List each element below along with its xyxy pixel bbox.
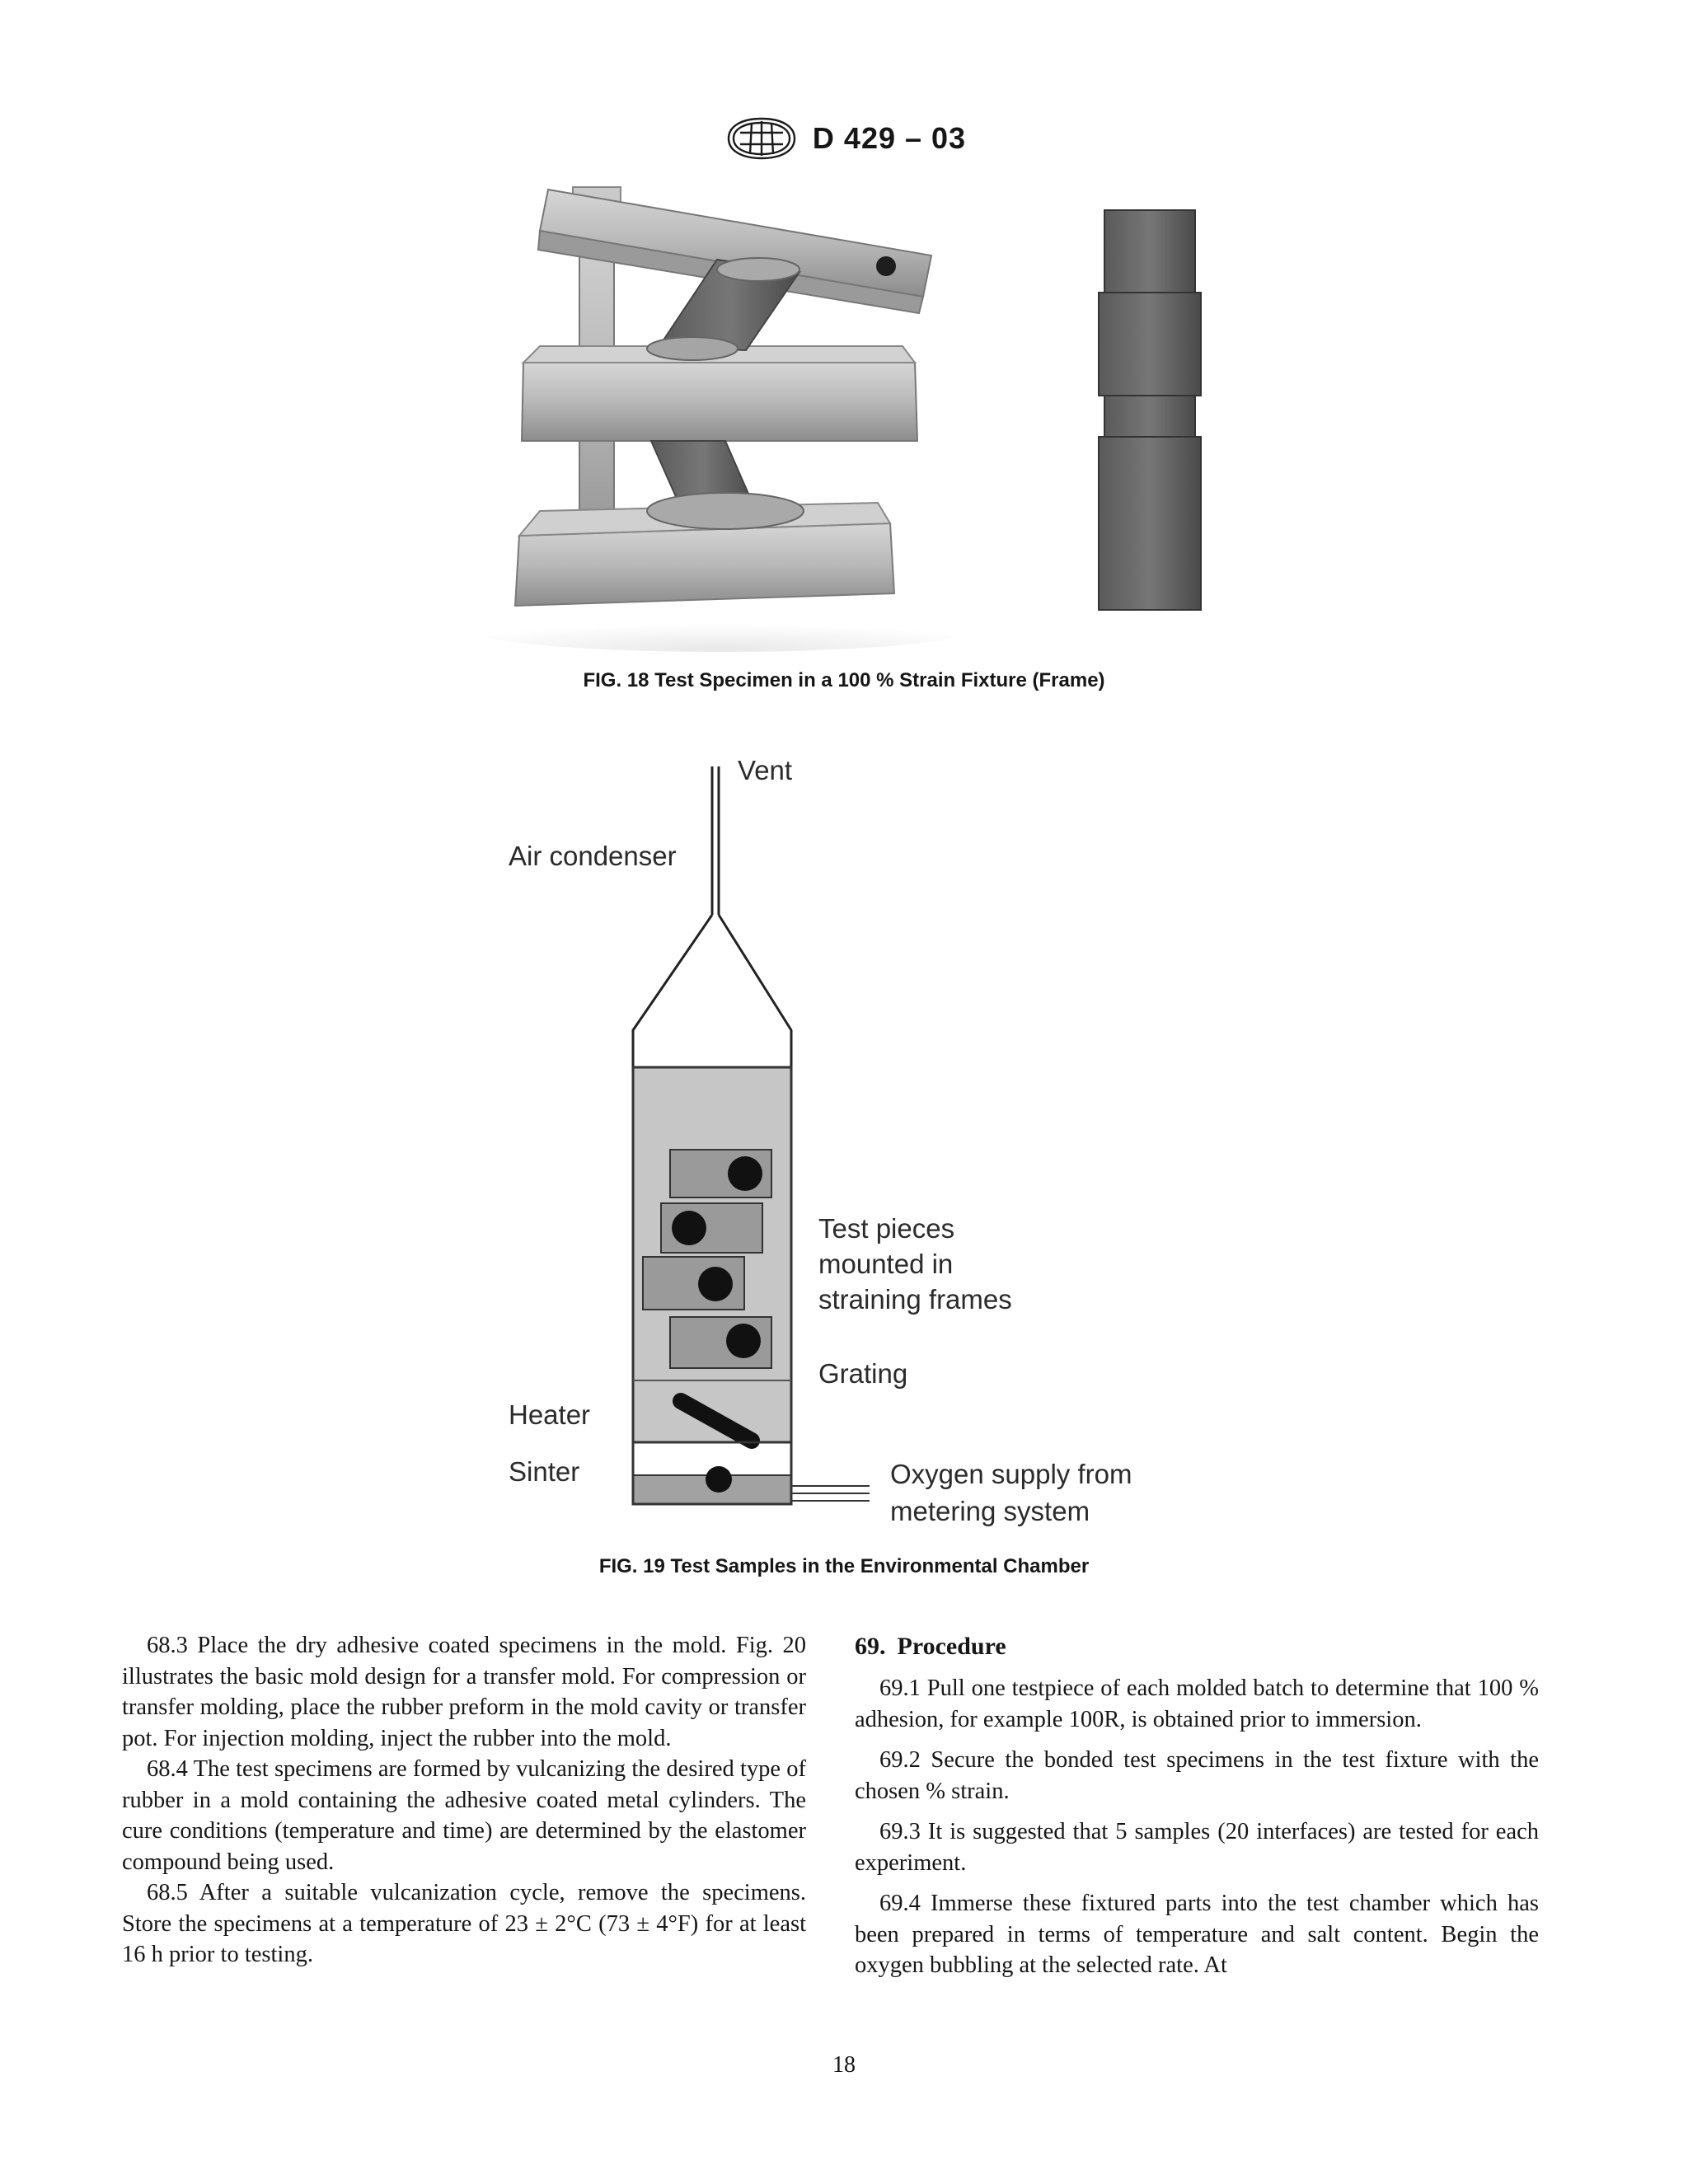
label-vent: Vent [738,755,793,785]
fig19-diagram [495,750,1220,1541]
label-test-pieces-2: mounted in [818,1249,954,1279]
page-number: 18 [832,2052,856,2078]
left-text-column [122,1630,806,1971]
label-heater: Heater [509,1399,591,1430]
paragraph-68-5: 68.5 After a suitable vulcanization cycle, remove the specimens. Store the specimens at a temperature of 23 ± 2°C (73 ± 4°F) for at least 16 h prior to testing. [122,1880,806,1967]
right-text-column [855,1630,1539,1981]
label-oxygen-2: metering system [890,1496,1090,1526]
label-oxygen-1: Oxygen supply from [890,1459,1132,1489]
section-number: 69. [855,1633,886,1660]
fig19-caption: FIG. 19 Test Samples in the Environmental Chamber [598,1555,1090,1577]
paragraph-69-2: 69.2 Secure the bonded test specimens in the test fixture with the chosen % strain. [855,1747,1539,1804]
label-test-pieces-1: Test pieces [818,1213,955,1244]
astm-logo-icon [722,115,801,162]
paragraph-69-3: 69.3 It is suggested that 5 samples (20 interfaces) are tested for each experiment. [855,1819,1539,1876]
label-air-condenser: Air condenser [509,841,677,871]
section-title: Procedure [897,1633,1006,1660]
standard-designation: D 429 – 03 [812,121,967,155]
page-header [0,114,1688,163]
fig18-caption: FIG. 18 Test Specimen in a 100 % Strain Fixture (Frame) [583,669,1105,691]
paragraph-68-3: 68.3 Place the dry adhesive coated specimens in the mold. Fig. 20 illustrates the basic mold design for a transfer mold. For compression or transfer molding, place the rubber preform in the mold cavity or transfer pot. For injection molding, inject the rubber into the mold. [122,1633,806,1751]
section-heading [855,1630,1539,1663]
paragraph-68-4: 68.4 The test specimens are formed by vulcanizing the desired type of rubber in a mold containing the adhesive coated metal cylinders. The cure conditions (temperature and time) are determined by the elastomer compound being used. [122,1756,806,1875]
paragraph-69-4: 69.4 Immerse these fixtured parts into the test chamber which has been prepared in terms of temperature and salt content. Begin the oxygen bubbling at the selected rate. At [855,1891,1539,1978]
label-test-pieces-3: straining frames [818,1284,1012,1315]
paragraph-69-1: 69.1 Pull one testpiece of each molded batch to determine that 100 % adhesion, for example 100R, is obtained prior to immersion. [855,1675,1539,1732]
label-sinter: Sinter [509,1456,580,1487]
label-grating: Grating [818,1358,908,1389]
fig18-photo [482,177,1207,655]
